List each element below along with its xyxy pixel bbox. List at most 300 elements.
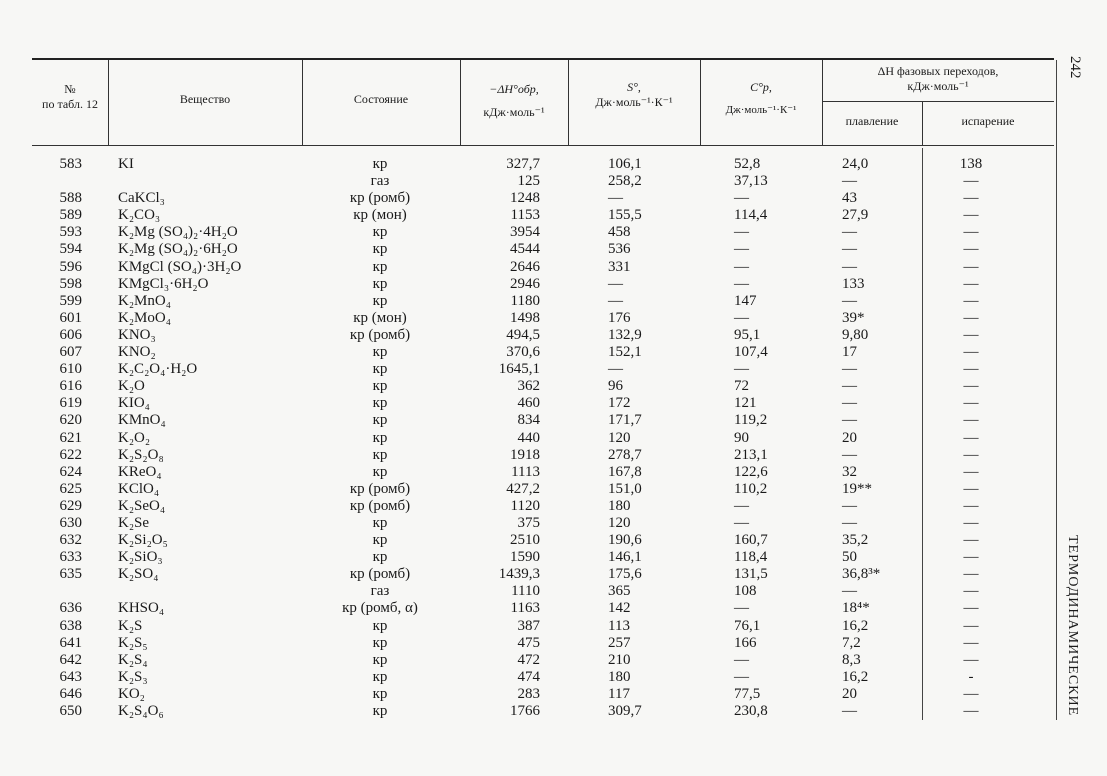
row-state: кр (372, 361, 388, 378)
row-state: газ (370, 583, 390, 600)
row-melting: — (842, 395, 857, 412)
row-evaporation: — (963, 361, 979, 378)
top-rule (32, 58, 1054, 60)
row-substance: K₂S (118, 617, 143, 634)
table-row (0, 190, 1056, 207)
row-heat-capacity: — (734, 224, 749, 241)
table-row (0, 173, 1056, 190)
row-entropy: 152,1 (608, 344, 642, 361)
row-heat-capacity: 110,2 (734, 480, 768, 497)
row-substance: CaKCl₃ (118, 190, 165, 207)
row-entropy: 258,2 (608, 173, 642, 190)
row-evaporation: — (963, 463, 979, 480)
row-melting: 7,2 (842, 634, 861, 651)
row-melting: 8,3 (842, 651, 861, 668)
row-state: кр (372, 224, 388, 241)
row-entropy: 536 (608, 241, 631, 258)
row-substance: K₂Se (118, 514, 150, 531)
row-heat-capacity: 166 (734, 634, 757, 651)
row-state: кр (372, 156, 388, 172)
row-entropy: 278,7 (608, 446, 642, 463)
row-substance: K₂MnO₄ (118, 292, 171, 309)
table-row (0, 635, 1056, 652)
row-enthalpy: 370,6 (506, 344, 540, 361)
table-row (0, 378, 1056, 395)
row-substance: KO₂ (118, 685, 145, 702)
row-state: кр (372, 617, 388, 634)
row-number: 588 (59, 190, 82, 207)
row-evaporation: — (963, 634, 979, 651)
table-row (0, 532, 1056, 549)
row-enthalpy: 1120 (510, 497, 540, 514)
row-heat-capacity: 118,4 (734, 549, 768, 566)
row-evaporation: — (963, 532, 979, 549)
row-number: 596 (59, 258, 82, 275)
row-melting: 27,9 (842, 207, 869, 224)
row-evaporation: — (963, 514, 979, 531)
row-state: кр (372, 514, 388, 531)
row-entropy: 96 (608, 378, 623, 395)
row-heat-capacity: 114,4 (734, 207, 768, 224)
row-number: 632 (59, 532, 82, 549)
row-melting: 16,2 (842, 668, 869, 685)
table-row (0, 327, 1056, 344)
row-enthalpy: 440 (517, 429, 540, 446)
table-row (0, 412, 1056, 429)
row-substance: KI (118, 156, 134, 172)
row-number: 601 (59, 309, 82, 326)
table-row (0, 207, 1056, 224)
header-number (32, 82, 108, 112)
table-row (0, 515, 1056, 532)
row-state: кр (мон) (353, 207, 407, 224)
row-enthalpy: 1766 (510, 703, 540, 719)
row-evaporation: — (963, 275, 979, 292)
row-number: 635 (59, 566, 82, 583)
row-melting: 50 (842, 549, 857, 566)
row-melting: 24,0 (842, 156, 869, 172)
row-substance: K₂O (118, 378, 145, 395)
row-state: кр (372, 651, 388, 668)
row-substance: K₂S₂O₈ (118, 446, 164, 463)
row-enthalpy: 472 (517, 651, 540, 668)
row-enthalpy: 1180 (510, 292, 540, 309)
row-melting: — (842, 258, 857, 275)
row-state: кр (372, 275, 388, 292)
row-entropy: — (608, 292, 623, 309)
row-evaporation: — (963, 480, 979, 497)
row-melting: 18⁴* (842, 600, 870, 617)
row-number: 593 (59, 224, 82, 241)
row-heat-capacity: 37,13 (734, 173, 768, 190)
row-enthalpy: 1439,3 (498, 566, 540, 583)
table-row (0, 652, 1056, 669)
row-heat-capacity: — (734, 497, 749, 514)
row-heat-capacity: 121 (734, 395, 757, 412)
row-melting: 16,2 (842, 617, 869, 634)
row-state: кр (372, 634, 388, 651)
table-row (0, 464, 1056, 481)
page-number: 242 (1067, 56, 1083, 79)
row-substance: KReO₄ (118, 463, 162, 480)
row-melting: 35,2 (842, 532, 869, 549)
row-enthalpy: 1590 (510, 549, 540, 566)
row-number: 650 (59, 703, 82, 719)
table-row (0, 224, 1056, 241)
row-substance: K₂S₄O₆ (118, 703, 164, 719)
row-evaporation: - (968, 668, 974, 685)
row-enthalpy: 3954 (510, 224, 540, 241)
row-melting: — (842, 514, 857, 531)
row-entropy: 365 (608, 583, 631, 600)
row-number: 599 (59, 292, 82, 309)
row-heat-capacity: 95,1 (734, 326, 761, 343)
row-number: 621 (59, 429, 82, 446)
row-evaporation: — (963, 309, 979, 326)
row-heat-capacity: 76,1 (734, 617, 761, 634)
row-evaporation: — (963, 600, 979, 617)
row-melting: — (842, 378, 857, 395)
header-enthalpy (460, 82, 568, 120)
row-entropy: 175,6 (608, 566, 642, 583)
table-row (0, 344, 1056, 361)
row-enthalpy: 494,5 (506, 326, 540, 343)
row-heat-capacity: — (734, 668, 749, 685)
row-enthalpy: 1645,1 (498, 361, 540, 378)
row-evaporation: — (963, 326, 979, 343)
row-substance: KMgCl (SO₄)·3H₂O (118, 258, 242, 275)
header-enthalpy-unit: кДж·моль⁻¹ (483, 105, 545, 119)
row-state: газ (370, 173, 390, 190)
row-heat-capacity: 119,2 (734, 412, 768, 429)
row-state: кр (372, 532, 388, 549)
table-row (0, 566, 1056, 583)
row-number: 625 (59, 480, 82, 497)
row-number: 636 (59, 600, 82, 617)
row-substance: KNO₃ (118, 326, 156, 343)
row-evaporation: — (963, 497, 979, 514)
row-enthalpy: 474 (517, 668, 540, 685)
row-melting: 32 (842, 463, 857, 480)
row-enthalpy: 834 (517, 412, 540, 429)
row-number: 629 (59, 497, 82, 514)
header-heat-capacity (700, 80, 822, 118)
header-number-line1: № (64, 82, 76, 96)
row-number: 607 (59, 344, 82, 361)
row-evaporation: 138 (959, 156, 983, 172)
row-heat-capacity: 147 (734, 292, 757, 309)
table-row (0, 276, 1056, 293)
row-enthalpy: 387 (517, 617, 540, 634)
row-enthalpy: 2510 (510, 532, 540, 549)
row-number: 624 (59, 463, 82, 480)
row-state: кр (ромб) (349, 566, 411, 583)
row-evaporation: — (963, 292, 979, 309)
table-row (0, 361, 1056, 378)
row-heat-capacity: — (734, 275, 749, 292)
row-entropy: 210 (608, 651, 631, 668)
table-row (0, 310, 1056, 327)
row-heat-capacity: — (734, 361, 749, 378)
header-bottom-rule (32, 145, 1054, 146)
row-evaporation: — (963, 617, 979, 634)
row-heat-capacity: 131,5 (734, 566, 768, 583)
table-row (0, 600, 1056, 617)
header-enthalpy-symbol: −ΔH°обр, (489, 82, 539, 96)
header-melting: плавление (845, 114, 899, 128)
row-heat-capacity: — (734, 514, 749, 531)
row-heat-capacity: 72 (734, 378, 749, 395)
header-evaporation: испарение (961, 114, 1015, 128)
row-state: кр (372, 412, 388, 429)
row-substance: K₂S₄ (118, 651, 148, 668)
table-row (0, 703, 1056, 720)
row-substance: K₂Si₂O₅ (118, 532, 168, 549)
table-row (0, 481, 1056, 498)
row-heat-capacity: 213,1 (734, 446, 768, 463)
row-melting: — (842, 497, 857, 514)
row-number: 643 (59, 668, 82, 685)
row-evaporation: — (963, 173, 979, 190)
row-melting: 133 (842, 275, 865, 292)
row-substance: K₂SiO₃ (118, 549, 163, 566)
row-entropy: 176 (608, 309, 631, 326)
row-enthalpy: 1163 (510, 600, 540, 617)
table-row (0, 498, 1056, 515)
row-evaporation: — (963, 395, 979, 412)
row-state: кр (ромб) (349, 497, 411, 514)
row-number: 619 (59, 395, 82, 412)
row-enthalpy: 2646 (510, 258, 540, 275)
header-phase-transitions (822, 64, 1054, 94)
row-evaporation: — (963, 703, 979, 719)
row-number: 598 (59, 275, 82, 292)
row-number: 641 (59, 634, 82, 651)
row-state: кр (372, 668, 388, 685)
table-row (0, 618, 1056, 635)
row-heat-capacity: 230,8 (734, 703, 768, 719)
row-substance: K₂SO₄ (118, 566, 159, 583)
table-row (0, 686, 1056, 703)
row-entropy: 172 (608, 395, 631, 412)
row-evaporation: — (963, 429, 979, 446)
header-heat-capacity-unit: Дж·моль⁻¹·К⁻¹ (725, 104, 797, 116)
row-substance: KMgCl₃·6H₂O (118, 275, 209, 292)
row-enthalpy: 1110 (511, 583, 540, 600)
row-number: 630 (59, 514, 82, 531)
row-substance: KMnO₄ (118, 412, 166, 429)
row-evaporation: — (963, 651, 979, 668)
row-state: кр (ромб) (349, 480, 411, 497)
row-substance: K₂O₂ (118, 429, 151, 446)
row-entropy: 171,7 (608, 412, 642, 429)
row-number: 594 (59, 241, 82, 258)
row-melting: — (842, 703, 857, 719)
row-heat-capacity: 52,8 (734, 156, 761, 172)
right-margin-rule (1056, 60, 1057, 720)
header-state: Состояние (353, 92, 409, 106)
row-number: 583 (59, 156, 82, 172)
row-number: 620 (59, 412, 82, 429)
row-heat-capacity: — (734, 258, 749, 275)
row-entropy: 167,8 (608, 463, 642, 480)
row-number: 610 (59, 361, 82, 378)
running-title: ТЕРМОДИНАМИЧЕСКИЕ (1065, 535, 1080, 717)
row-state: кр (372, 344, 388, 361)
row-evaporation: — (963, 446, 979, 463)
row-evaporation: — (963, 549, 979, 566)
row-state: кр (ромб) (349, 190, 411, 207)
row-entropy: 309,7 (608, 703, 642, 719)
row-entropy: 132,9 (608, 326, 642, 343)
header-entropy-unit: Дж·моль⁻¹·К⁻¹ (595, 95, 673, 109)
table-row (0, 430, 1056, 447)
row-state: кр (372, 378, 388, 395)
row-entropy: 180 (608, 497, 631, 514)
row-number: 589 (59, 207, 82, 224)
row-heat-capacity: 90 (734, 429, 749, 446)
row-heat-capacity: 160,7 (734, 532, 768, 549)
row-enthalpy: 283 (517, 685, 540, 702)
row-substance: K₂SeO₄ (118, 497, 166, 514)
row-state: кр (372, 463, 388, 480)
table-row (0, 549, 1056, 566)
row-entropy: 142 (608, 600, 631, 617)
row-substance: K₂C₂O₄·H₂O (118, 361, 198, 378)
header-entropy-symbol: S°, (627, 80, 641, 94)
row-state: кр (372, 446, 388, 463)
table-row (0, 447, 1056, 464)
row-heat-capacity: 108 (734, 583, 757, 600)
table-row (0, 293, 1056, 310)
row-heat-capacity: 122,6 (734, 463, 768, 480)
row-substance: KClO₄ (118, 480, 160, 497)
row-entropy: — (608, 361, 623, 378)
row-enthalpy: 1113 (511, 463, 540, 480)
table-row (0, 241, 1056, 258)
header-entropy (568, 80, 700, 110)
row-state: кр (мон) (353, 309, 407, 326)
row-number: 616 (59, 378, 82, 395)
row-heat-capacity: 77,5 (734, 685, 761, 702)
row-enthalpy: 427,2 (506, 480, 540, 497)
row-evaporation: — (963, 583, 979, 600)
row-entropy: 180 (608, 668, 631, 685)
row-melting: 36,8³* (842, 566, 881, 583)
header-heat-capacity-symbol: C°p, (750, 80, 772, 94)
row-state: кр (ромб, α) (342, 600, 418, 617)
row-entropy: 120 (608, 514, 631, 531)
phase-subheader-rule (822, 101, 1054, 102)
row-heat-capacity: — (734, 600, 749, 617)
row-evaporation: — (963, 566, 979, 583)
row-entropy: 151,0 (608, 480, 642, 497)
row-evaporation: — (963, 344, 979, 361)
header-phase-line1: ΔH фазовых переходов, (877, 64, 999, 78)
row-enthalpy: 460 (517, 395, 540, 412)
row-evaporation: — (963, 241, 979, 258)
row-melting: — (842, 173, 857, 190)
row-entropy: 120 (608, 429, 631, 446)
row-number: 633 (59, 549, 82, 566)
row-melting: 19** (842, 480, 872, 497)
row-melting: — (842, 361, 857, 378)
row-substance: KNO₂ (118, 344, 156, 361)
row-state: кр (372, 292, 388, 309)
row-evaporation: — (963, 190, 979, 207)
row-evaporation: — (963, 258, 979, 275)
row-melting: 20 (842, 685, 857, 702)
row-enthalpy: 375 (517, 514, 540, 531)
row-melting: 17 (842, 344, 857, 361)
row-entropy: 106,1 (608, 156, 642, 172)
row-evaporation: — (963, 412, 979, 429)
row-melting: — (842, 412, 857, 429)
row-number: 642 (59, 651, 82, 668)
row-entropy: 257 (608, 634, 631, 651)
row-number: 606 (59, 326, 82, 343)
row-number: 646 (59, 685, 82, 702)
row-heat-capacity: — (734, 241, 749, 258)
table-row (0, 583, 1056, 600)
row-melting: 20 (842, 429, 857, 446)
table-row (0, 395, 1056, 412)
row-state: кр (372, 685, 388, 702)
row-enthalpy: 327,7 (506, 156, 540, 172)
row-heat-capacity: 107,4 (734, 344, 768, 361)
row-number: 638 (59, 617, 82, 634)
row-evaporation: — (963, 685, 979, 702)
row-melting: — (842, 224, 857, 241)
row-evaporation: — (963, 224, 979, 241)
row-heat-capacity: — (734, 190, 749, 207)
row-entropy: 155,5 (608, 207, 642, 224)
row-state: кр (372, 258, 388, 275)
row-substance: KHSO₄ (118, 600, 165, 617)
row-melting: 43 (842, 190, 857, 207)
row-substance: K₂S₃ (118, 668, 148, 685)
row-melting: — (842, 583, 857, 600)
row-heat-capacity: — (734, 651, 749, 668)
row-entropy: 113 (608, 617, 630, 634)
row-melting: — (842, 292, 857, 309)
row-substance: KIO₄ (118, 395, 150, 412)
row-enthalpy: 475 (517, 634, 540, 651)
row-substance: K₂Mg (SO₄)₂·6H₂O (118, 241, 238, 258)
row-substance: K₂MoO₄ (118, 309, 171, 326)
row-entropy: 458 (608, 224, 631, 241)
row-melting: 9,80 (842, 326, 869, 343)
row-number: 622 (59, 446, 82, 463)
header-phase-line2: кДж·моль⁻¹ (907, 79, 969, 93)
row-enthalpy: 125 (517, 173, 540, 190)
row-evaporation: — (963, 378, 979, 395)
row-enthalpy: 1153 (510, 207, 540, 224)
row-melting: — (842, 446, 857, 463)
row-entropy: 146,1 (608, 549, 642, 566)
row-state: кр (ромб) (349, 326, 411, 343)
row-enthalpy: 362 (517, 378, 540, 395)
row-substance: K₂Mg (SO₄)₂·4H₂O (118, 224, 238, 241)
row-melting: 39* (842, 309, 865, 326)
row-state: кр (372, 703, 388, 719)
row-enthalpy: 1918 (510, 446, 540, 463)
row-state: кр (372, 549, 388, 566)
row-entropy: 331 (608, 258, 631, 275)
header-number-line2: по табл. 12 (42, 97, 98, 111)
header-substance: Вещество (179, 92, 231, 106)
row-state: кр (372, 395, 388, 412)
